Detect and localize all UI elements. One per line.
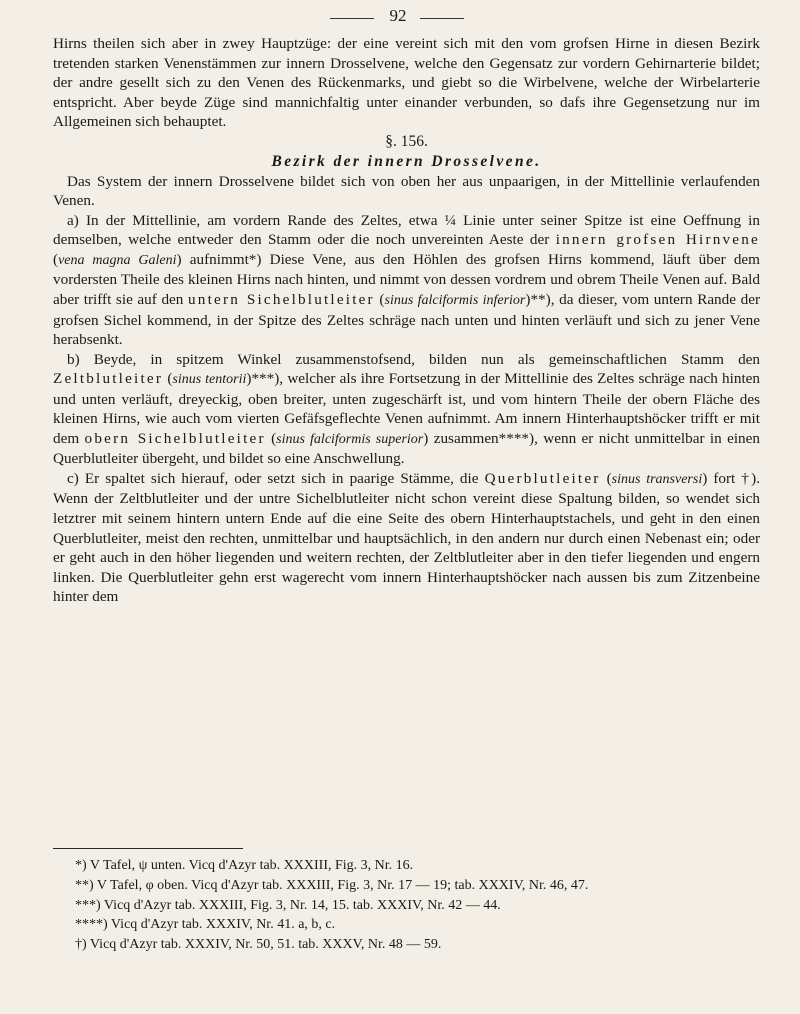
paragraph-a: a) In der Mittellinie, am vordern Rande des Zeltes, etwa ¼ Linie unter seiner Spitze ist eine Oeffnung in demselben, welche entweder den Stamm oder die noch unvereinten Aeste der innern grofsen Hirnvene (vena magna Galeni) aufnimmt*) Diese Vene, aus den Höhlen des grofsen Hirns kommend, läuft über dem vordersten Theile des kleinen Hirns nach hinten, und nimmt von dessen vordrem und obrem Theile Venen auf. Bald aber trifft sie auf den untern Sichelblutleiter (sinus falciformis inferior)**), da dieser, vom untern Rande der grofsen Sichel kommend, in der Spitze des Zeltes schräge nach unten und hinten verläuft und sich zu jener Vene herabsenkt. bbox=[53, 211, 761, 349]
header-rule-right bbox=[420, 18, 464, 19]
header-rule-left bbox=[330, 18, 374, 19]
footnote-3: ***) Vicq d'Azyr tab. XXXIII, Fig. 3, Nr. 14, 15. tab. XXXIV, Nr. 42 — 44. bbox=[75, 897, 501, 913]
latin-vena-magna-galeni: vena magna Galeni bbox=[58, 252, 177, 268]
footnote-1: *) V Tafel, ψ unten. Vicq d'Azyr tab. XXXIII, Fig. 3, Nr. 16. bbox=[75, 858, 414, 873]
footnotes bbox=[53, 848, 760, 955]
term-obern-sichelblutleiter: obern Sichelblutleiter bbox=[84, 429, 266, 447]
paragraph-c-text-1: c) Er spaltet sich hierauf, oder setzt sich in paarige Stämme, die bbox=[67, 469, 479, 487]
footnote-rule bbox=[53, 848, 243, 849]
latin-sinus-falciformis-superior: sinus falciformis superior bbox=[276, 431, 424, 447]
section-number: §. 156. bbox=[385, 132, 428, 150]
page-header bbox=[0, 4, 800, 28]
paragraph-system: Das System der innern Drosselvene bildet sich von oben her aus unpaarigen, in der Mittellinie verlaufenden Venen. bbox=[53, 172, 760, 210]
latin-sinus-tentorii: sinus tentorii bbox=[172, 372, 247, 388]
paragraph-b-text-1: b) Beyde, in spitzem Winkel zusammenstofsend, bilden nun als gemeinschaftlichen Stamm den bbox=[67, 350, 760, 368]
paragraph-b-text-3: zusammen****), wenn er nicht unmittelbar in einen Querblutleiter übergeht, und bildet so eine Anschwellung. bbox=[53, 429, 760, 468]
paragraph-a-text-1: a) In der Mittellinie, am vordern Rande des Zeltes, etwa ¼ Linie unter seiner Spitze ist eine Oeffnung in demselben, welche entweder den Stamm oder die noch unvereinten Aeste der bbox=[53, 211, 760, 249]
paragraph-a-text-2: aufnimmt*) Diese Vene, aus den Höhlen des grofsen Hirns kommend, läuft über dem vordersten Theile des kleinen Hirns nach hinten, und nimmt von dessen vordrem und obrem Theile Venen auf. Bald aber trifft sie auf den bbox=[53, 250, 760, 309]
intro-paragraph: Hirns theilen sich aber in zwey Hauptzüge: der eine vereint sich mit den vom grofsen Hirne in diesen Bezirk tretenden starken Venenstämmen zur innern Drosselvene, welche den Gegensatz zur vordern Gehirnarterie bildet; der andre gesellt sich zu den Venen des Rückenmarks, und giebt so die Wirbelvene, welche der Wirbelarterie entspricht. Aber beyde Züge sind mannichfaltig unter einander verbunden, so dafs ihre Gegensetzung nur im Allgemeinen sich behauptet. bbox=[53, 35, 760, 131]
footnote-2: **) V Tafel, φ oben. Vicq d'Azyr tab. XXXIII, Fig. 3, Nr. 17 — 19; tab. XXXIV, Nr. 46, 47. bbox=[75, 877, 589, 893]
paragraph-a-text-3: **), da dieser, vom untern Rande der grofsen Sichel kommend, in der Spitze des Zeltes schräge nach unten und hinten verläuft und sich zu jener Vene herabsenkt. bbox=[53, 291, 761, 349]
footnote-5: †) Vicq d'Azyr tab. XXXIV, Nr. 50, 51. tab. XXXV, Nr. 48 — 59. bbox=[75, 937, 442, 953]
paragraph-c-text-2: fort †). Wenn der Zeltblutleiter und der untre Sichelblutleiter nicht schon vereint diese Spaltung bilden, so wendet sich letztrer mit seinem hintern untern Ende auf die eine Seite des obern Hinterhauptstachels, und geht in den einen Querblutleiter, meist den rechten, unmittelbar und hauptsächlich, in den andern nur durch einen Nebenast ein; oder er geht auch in den höher liegenden und weitern rechten, der Zeltblutleiter aber in den tiefer liegenden und engern linken. Die Querblutleiter gehn erst wagerecht vom innern Hinterhauptshöcker nach aussen bis zum Zitzenbeine hinter dem bbox=[53, 469, 761, 606]
body-text bbox=[53, 34, 760, 607]
term-innern-grofsen-hirnvene: innern grofsen Hirnvene bbox=[555, 231, 760, 249]
latin-sinus-transversi: sinus transversi bbox=[611, 471, 703, 487]
term-untern-sichelblutleiter: untern Sichelblutleiter bbox=[188, 291, 375, 309]
footnote-4: ****) Vicq d'Azyr tab. XXXIV, Nr. 41. a, b, c. bbox=[75, 917, 336, 933]
paragraph-b: b) Beyde, in spitzem Winkel zusammenstofsend, bilden nun als gemeinschaftlichen Stamm den Zeltblutleiter (sinus tentorii)***), welcher als ihre Fortsetzung in der Mittellinie des Zeltes schräge nach hinten und unten verläuft, dreyeckig, oben breiter, unten zugeschärft ist, und vom hintern Theile der obern Fläche des kleinen Hirns, wie auch vom vierten Gefäfsgeflechte Venen aufnimmt. Am innern Hinterhauptshöcker trifft er mit dem obern Sichelblutleiter (sinus falciformis superior) zusammen****), wenn er nicht unmittelbar in einen Querblutleiter übergeht, und bildet so eine Anschwellung. bbox=[53, 350, 760, 468]
term-zeltblutleiter: Zeltblutleiter bbox=[53, 370, 164, 388]
paragraph-b-text-2: ***), welcher als ihre Fortsetzung in der Mittellinie des Zeltes schräge nach hinten und unten verläuft, dreyeckig, oben breiter, unten zugeschärft ist, und vom hintern Theile der obern Fläche des kleinen Hirns, wie auch vom vierten Gefäfsgeflechte Venen aufnimmt. Am innern Hinterhauptshöcker trifft er mit dem bbox=[53, 370, 760, 447]
term-querblutleiter: Querblutleiter bbox=[484, 469, 601, 487]
paragraph-c: c) Er spaltet sich hierauf, oder setzt sich in paarige Stämme, die Querblutleiter (sinus transversi) fort †). Wenn der Zeltblutleiter und der untre Sichelblutleiter nicht schon vereint diese Spaltung bilden, so wendet sich letztrer mit seinem hintern untern Ende auf die eine Seite des obern Hinterhauptstachels, und geht in den einen Querblutleiter, meist den rechten, unmittelbar und hauptsächlich, in den andern nur durch einen Nebenast ein; oder er geht auch in den höher liegenden und weitern rechten, der Zeltblutleiter aber in den tiefer liegenden und engern linken. Die Querblutleiter gehn erst wagerecht vom innern Hinterhauptshöcker nach aussen bis zum Zitzenbeine hinter dem bbox=[53, 469, 761, 606]
page-number: 92 bbox=[389, 6, 407, 25]
latin-sinus-falciformis-inferior: sinus falciformis inferior bbox=[384, 293, 526, 309]
section-title: Bezirk der innern Drosselvene. bbox=[271, 152, 542, 170]
